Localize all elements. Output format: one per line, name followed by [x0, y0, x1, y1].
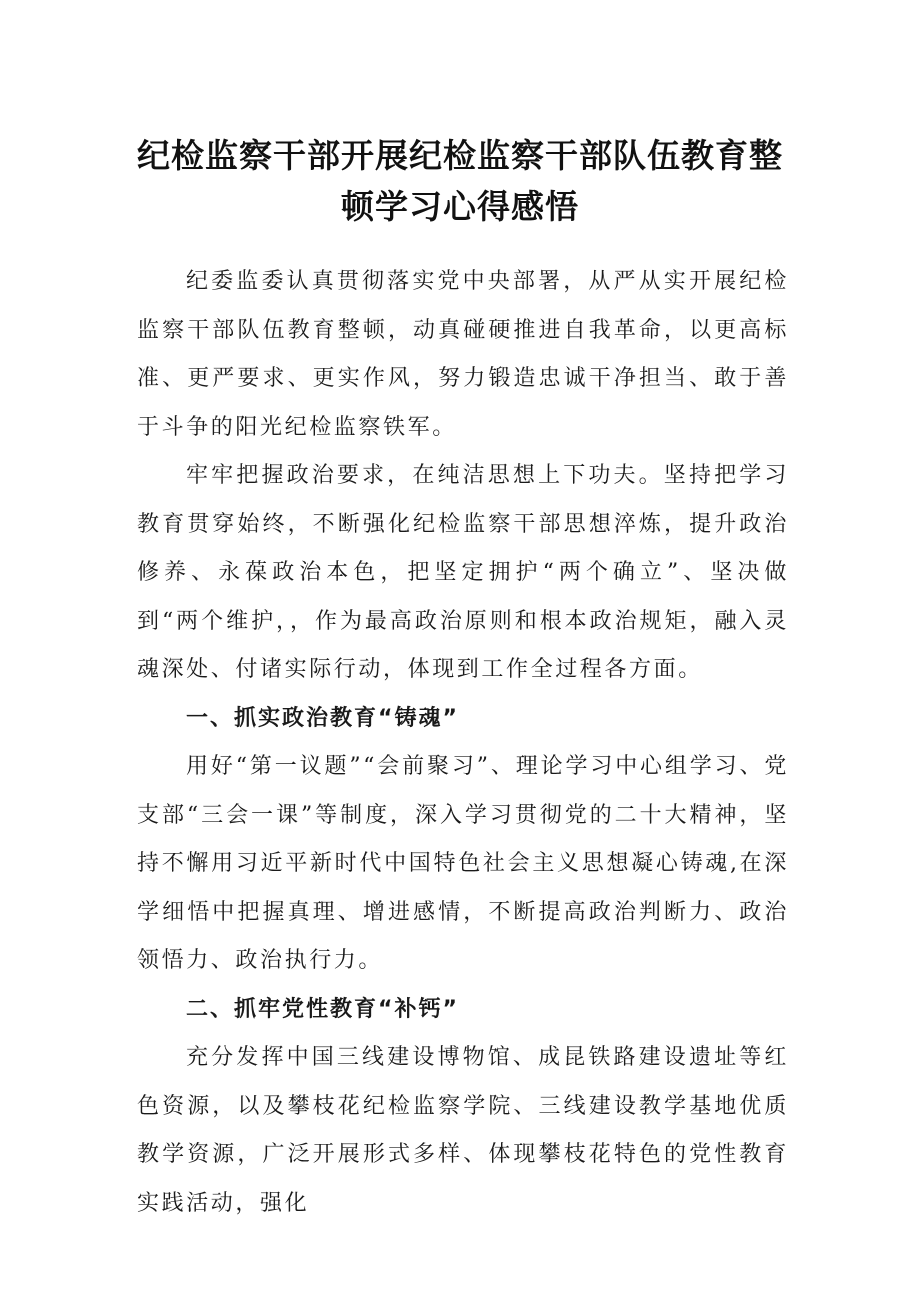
document-title-line-1: 纪检监察干部开展纪检监察干部队伍教育整 [137, 136, 783, 175]
section-1-paragraph: 用好“第一议题”“会前聚习”、理论学习中心组学习、党支部“三会一课”等制度，深入学习贯彻党的二十大精神，坚持不懈用习近平新时代中国特色社会主义思想凝心铸魂,在深学细悟中把握真理、增进感情，不断提高政治判断力、政治领悟力、政治执行力。 [137, 754, 789, 973]
document-body [137, 258, 789, 1228]
section-2-paragraph: 充分发挥中国三线建设博物馆、成昆铁路建设遗址等红色资源，以及攀枝花纪检监察学院、三线建设教学基地优质教学资源，广泛开展形式多样、体现攀枝花特色的党性教育实践活动，强化 [137, 1045, 789, 1216]
political-requirements-paragraph: 牢牢把握政治要求，在纯洁思想上下功夫。坚持把学习教育贯穿始终，不断强化纪检监察干部思想淬炼，提升政治修养、永葆政治本色，把坚定拥护“两个确立”、坚决做到“两个维护，，作为最高政治原则和根本政治规矩，融入灵魂深处、付诸实际行动，体现到工作全过程各方面。 [137, 463, 789, 682]
intro-paragraph: 纪委监委认真贯彻落实党中央部署，从严从实开展纪检监察干部队伍教育整顿，动真碰硬推进自我革命，以更高标准、更严要求、更实作风，努力锻造忠诚干净担当、敢于善于斗争的阳光纪检监察铁军。 [137, 269, 789, 440]
document-title-line-2: 顿学习心得感悟 [341, 187, 579, 226]
section-1-heading: 一、抓实政治教育“铸魂” [186, 705, 459, 731]
section-2-heading: 二、抓牢党性教育“补钙” [186, 996, 459, 1022]
